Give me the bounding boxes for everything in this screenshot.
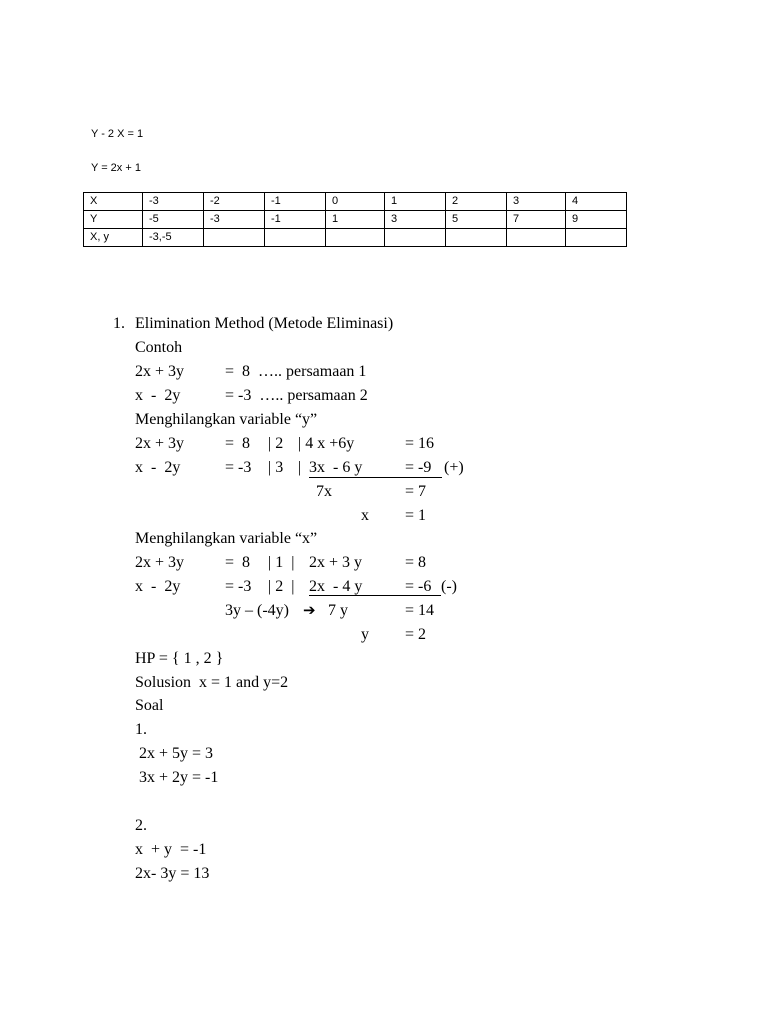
solution-set: HP = { 1 , 2 }	[135, 650, 224, 667]
table-cell: -1	[265, 193, 326, 211]
section-title: Elimination Method (Metode Eliminasi)	[135, 315, 394, 332]
elim-x-r3-result: 7 y	[328, 602, 348, 619]
system-eq2-lhs: x - 2y	[135, 387, 181, 404]
table-cell: 9	[566, 211, 627, 229]
table-cell	[507, 229, 566, 247]
elim-y-heading: Menghilangkan variable “y”	[135, 411, 318, 428]
elim-y-r1-mult: | 2	[268, 435, 284, 452]
system-eq2-rhs: = -3 ….. persamaan 2	[225, 387, 368, 404]
elim-x-r2-mult: | 2 |	[268, 578, 295, 595]
question-1-eq-a: 2x + 5y = 3	[139, 745, 214, 762]
question-2-number: 2.	[135, 817, 147, 834]
table-cell: 1	[385, 193, 446, 211]
table-cell	[326, 229, 385, 247]
elim-y-r2-operator: (+)	[444, 459, 464, 476]
table-row-header: Y	[84, 211, 143, 229]
question-1-eq-b: 3x + 2y = -1	[139, 769, 219, 786]
question-2-eq-b: 2x- 3y = 13	[135, 865, 210, 882]
table-cell	[446, 229, 507, 247]
table-cell: 5	[446, 211, 507, 229]
elim-y-r2-mult: | 3	[268, 459, 284, 476]
elim-x-r1-value: = 8	[405, 554, 427, 571]
elim-x-r1-eq: = 8	[225, 554, 251, 571]
value-table	[83, 192, 627, 247]
table-cell: -3	[143, 193, 204, 211]
section-number: 1.	[113, 315, 125, 332]
elim-x-diff-line	[309, 595, 441, 596]
elim-y-r2-value: = -9	[405, 459, 436, 476]
solution-text: Solusion x = 1 and y=2	[135, 674, 289, 691]
elim-x-r4-result: y	[361, 626, 369, 643]
table-cell	[204, 229, 265, 247]
table-cell	[385, 229, 446, 247]
elim-y-r3-value: = 7	[405, 483, 427, 500]
table-row	[84, 211, 627, 229]
elim-x-r1-mult: | 1 |	[268, 554, 295, 571]
system-eq1-lhs: 2x + 3y	[135, 363, 185, 380]
table-cell: 1	[326, 211, 385, 229]
elim-x-r2-value: = -6	[405, 578, 436, 595]
elim-x-r2-eq: = -3	[225, 578, 252, 595]
elim-y-r1-lhs: 2x + 3y	[135, 435, 185, 452]
table-cell: -1	[265, 211, 326, 229]
elim-y-r2-bar: |	[298, 459, 302, 476]
right-arrow-icon: ➔	[303, 601, 316, 619]
table-cell	[265, 229, 326, 247]
elim-y-r4-result: x	[361, 507, 369, 524]
elim-y-r3-result: 7x	[316, 483, 332, 500]
soal-heading: Soal	[135, 697, 164, 714]
elim-y-r1-eq: = 8	[225, 435, 251, 452]
elim-x-heading: Menghilangkan variable “x”	[135, 530, 318, 547]
table-cell: 2	[446, 193, 507, 211]
table-cell: -3	[204, 211, 265, 229]
elim-y-r2-result: 3x - 6 y	[309, 459, 363, 476]
intro-equation-2: Y = 2x + 1	[91, 162, 141, 174]
table-cell: -5	[143, 211, 204, 229]
table-row	[84, 193, 627, 211]
question-1-number: 1.	[135, 721, 147, 738]
elim-y-r2-lhs: x - 2y	[135, 459, 181, 476]
elim-x-r3-left: 3y – (-4y)	[225, 602, 289, 619]
elim-x-r1-lhs: 2x + 3y	[135, 554, 185, 571]
table-row	[84, 229, 627, 247]
table-cell: -2	[204, 193, 265, 211]
elim-y-r1-value: = 16	[405, 435, 435, 452]
elim-y-sum-line	[309, 477, 442, 478]
table-cell: -3,-5	[143, 229, 204, 247]
elim-x-r2-lhs: x - 2y	[135, 578, 181, 595]
table-cell: 7	[507, 211, 566, 229]
elim-x-r2-result: 2x - 4 y	[309, 578, 363, 595]
elim-y-r4-value: = 1	[405, 507, 427, 524]
intro-equation-1: Y - 2 X = 1	[91, 128, 144, 140]
elim-y-r1-result: | 4 x +6y	[298, 435, 355, 452]
elim-x-r1-result: 2x + 3 y	[309, 554, 363, 571]
elim-y-r2-eq: = -3	[225, 459, 252, 476]
table-cell	[566, 229, 627, 247]
system-eq1-rhs: = 8 ….. persamaan 1	[225, 363, 367, 380]
elim-x-r3-value: = 14	[405, 602, 435, 619]
table-cell: 3	[385, 211, 446, 229]
elim-x-r4-value: = 2	[405, 626, 427, 643]
question-2-eq-a: x + y = -1	[135, 841, 207, 858]
contoh-label: Contoh	[135, 339, 183, 356]
table-cell: 3	[507, 193, 566, 211]
table-cell: 4	[566, 193, 627, 211]
table-row-header: X, y	[84, 229, 143, 247]
elim-x-r2-operator: (-)	[441, 578, 457, 595]
table-cell: 0	[326, 193, 385, 211]
table-row-header: X	[84, 193, 143, 211]
